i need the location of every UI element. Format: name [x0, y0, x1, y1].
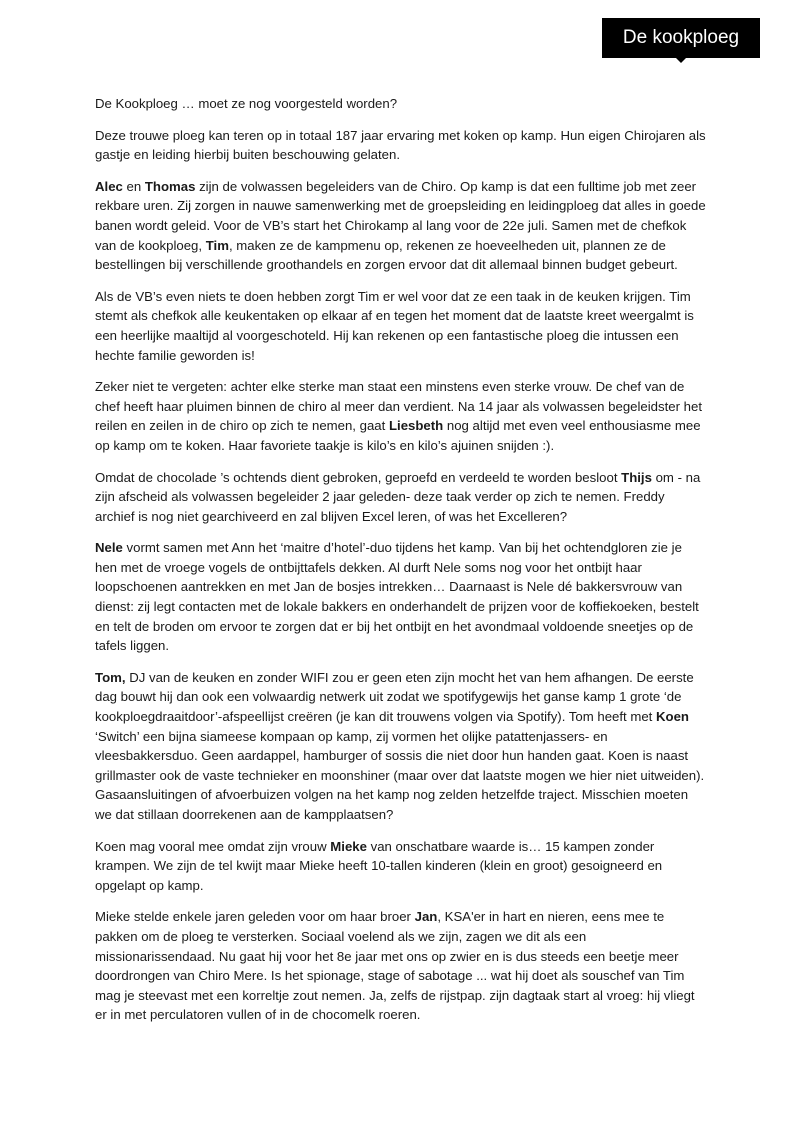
text-run: , maken ze de kampmenu op, rekenen ze hoeveelheden uit, plannen ze de bestellingen bij verschillende groothandels en zorgen ervoor dat dit allemaal binnen budget gebeurt. — [95, 237, 678, 273]
section-badge: De kookploeg — [602, 18, 760, 58]
paragraph — [95, 668, 707, 825]
bold-name: Thijs — [621, 469, 652, 485]
text-run: Omdat de chocolade ’s ochtends dient gebroken, geproefd en verdeeld te worden besloot — [95, 469, 622, 485]
bold-name: Tom, — [95, 669, 126, 685]
text-run: Deze trouwe ploeg kan teren op in totaal 187 jaar ervaring met koken op kamp. Hun eigen Chirojaren als gastje en leiding hierbij buiten beschouwing gelaten. — [95, 127, 706, 163]
text-run: , KSA'er in hart en nieren, eens mee te pakken om de ploeg te versterken. Sociaal voelend als we zijn, zagen we dit als een missionarissendaad. Nu gaat hij voor het 8e jaar met ons op zwier en is dus steeds een beetje meer doordrongen van Chiro Mere. Is het spionage, stage of sabotage ... wat hij doet als souschef van Tim mag je steevast met een korreltje zout nemen. Ja, zelfs de rijstpap. zijn dagtaak start al vroeg: hij vliegt er in met perculatoren vullen of in de chocomelk roeren. — [95, 909, 695, 1023]
text-run: om - na zijn afscheid als volwassen begeleider 2 jaar geleden- deze taak verder op zich te nemen. Freddy archief is nog niet gearchiveerd en zal blijven Excel leren, of was het Excelleren? — [95, 469, 701, 524]
bold-name: Mieke — [330, 838, 367, 854]
text-run: zijn de volwassen begeleiders van de Chiro. Op kamp is dat een fulltime job met zeer rekbare uren. Zij zorgen in nauwe samenwerking met de groepsleiding en leidingploeg dat alles in goede banen wordt geleid. Voor de VB’s start het Chirokamp al lang voor de 22e juli. Samen met de chefkok van de kookploeg, — [95, 178, 706, 253]
paragraph — [95, 468, 707, 527]
paragraph — [95, 126, 707, 165]
text-run: van onschatbare waarde is… 15 kampen zonder krampen. We zijn de tel kwijt maar Mieke heeft 10-tallen kinderen (klein en groot) gesoigneerd en opgelapt op kamp. — [95, 838, 663, 893]
bold-name: Nele — [95, 540, 123, 556]
paragraph — [95, 837, 707, 896]
paragraph — [95, 177, 707, 275]
text-run: en — [122, 178, 145, 194]
article-body — [95, 94, 707, 1037]
paragraph — [95, 94, 707, 114]
text-run: Koen mag vooral mee omdat zijn vrouw — [95, 838, 331, 854]
bold-name: Liesbeth — [388, 418, 444, 434]
text-run: Mieke stelde enkele jaren geleden voor om haar broer — [95, 909, 415, 925]
bold-name: Koen — [656, 709, 689, 725]
text-run: DJ van de keuken en zonder WIFI zou er geen eten zijn mocht het van hem afhangen. De eerste dag bouwt hij dan ook een volwaardig netwerk uit zodat we spotifygewijs het ganse kamp 1 grote ‘de kookploegdraaitdoor’-afspeellijst creëren (je kan dit trouwens volgen via Spotify). Tom heeft met — [95, 669, 694, 725]
text-run: nog altijd met even veel enthousiasme mee op kamp om te koken. Haar favoriete taakje is kilo’s en kilo’s ajuinen snijden :). — [95, 418, 701, 453]
text-run: ‘Switch’ een bijna siameese kompaan op kamp, zij vormen het olijke patattenjassers- en vleesbakkersduo. Geen aardappel, hamburger of sossis die niet door hun handen gaat. Koen is naast grillmaster ook de vaste technieker en moonshiner (maar over dat laatste mogen we hier niet uitweiden). Gasaansluitingen of afvoerbuizen volgen na het kamp nog zelden hetzelfde traject. Misschien moeten we dat stillaan doorrekenen aan de kampplaatsen? — [95, 728, 705, 822]
paragraph — [95, 377, 707, 455]
bold-name: Jan — [414, 909, 438, 925]
paragraph — [95, 907, 707, 1025]
text-run: Als de VB’s even niets te doen hebben zorgt Tim er wel voor dat ze een taak in de keuken krijgen. Tim stemt als chefkok alle keukentaken op elkaar af en tegen het moment dat de laatste kreet weergalmt is een heerlijke maaltijd al voorgeschoteld. Hij kan rekenen op een fantastische ploeg die intussen een hechte familie geworden is! — [95, 288, 694, 363]
bold-name: Alec — [95, 178, 123, 194]
text-run: Zeker niet te vergeten: achter elke sterke man staat een minstens even sterke vrouw. De chef van de chef heeft haar pluimen binnen de chiro al meer dan verdient. Na 14 jaar als volwassen begeleidster het reilen en zeilen in de chiro op zich te nemen, gaat — [95, 379, 702, 434]
bold-name: Tim — [205, 237, 229, 253]
text-run: De Kookploeg … moet ze nog voorgesteld worden? — [95, 96, 398, 111]
bold-name: Thomas — [144, 178, 196, 194]
paragraph — [95, 538, 707, 656]
text-run: vormt samen met Ann het ‘maitre d’hotel’-duo tijdens het kamp. Van bij het ochtendgloren zie je hen met de vroege vogels de ontbijttafels dekken. Al durft Nele soms nog voor het ontbijt haar loopschoenen aantrekken en met Jan de bosjes intrekken… Daarnaast is Nele dé bakkersvrouw van dienst: zij legt contacten met de lokale bakkers en onderhandelt de prijzen voor de koffiekoeken, bestelt en telt de broden om ervoor te zorgen dat er bij het ontbijt en het avondmaal voldoende sneetjes op de tafels liggen. — [95, 540, 699, 654]
paragraph — [95, 287, 707, 365]
